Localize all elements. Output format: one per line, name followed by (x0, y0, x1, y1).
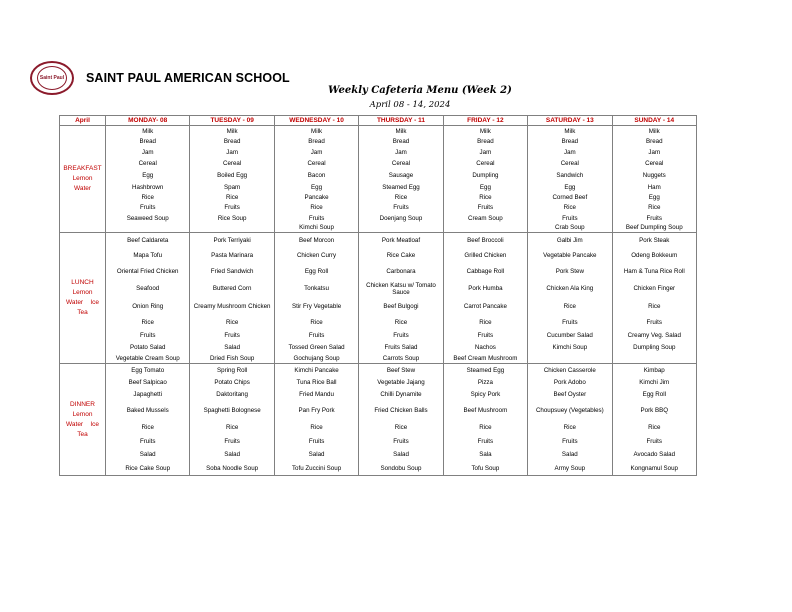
menu-item: Salad (224, 450, 241, 458)
menu-item: Fruits (477, 437, 494, 445)
menu-item: Milk (311, 127, 323, 135)
menu-item: Creamy Mushroom Chicken (193, 303, 271, 310)
menu-item: Rice (563, 204, 577, 211)
menu-item: Soba Noodle Soup (206, 464, 259, 472)
menu-item: Bread (139, 138, 156, 145)
menu-item: Bread (561, 138, 579, 145)
menu-item: Fruits (393, 204, 409, 211)
menu-item: Fried Sandwich (210, 267, 254, 275)
menu-item: Cereal (560, 160, 579, 167)
menu-item: Pork Steak (639, 237, 670, 244)
menu-item: Fruits (393, 332, 409, 339)
menu-item: Beef Salpicao (128, 378, 167, 386)
menu-item (190, 223, 273, 232)
menu-item: Beef Dumpling Soup (625, 224, 683, 231)
menu-header-row (60, 116, 697, 126)
menu-item: Jam (141, 149, 154, 156)
day-menu-cell (612, 233, 696, 364)
menu-item: Vegetable Pancake (543, 252, 597, 259)
day-menu-cell (190, 233, 274, 364)
menu-item: Mapa Tofu (133, 252, 163, 259)
menu-item: Rice (310, 319, 323, 326)
menu-item: Fruits (308, 214, 325, 222)
menu-item: Fruits Salad (384, 344, 418, 351)
meal-label-line: Lemon (72, 289, 93, 296)
menu-item: Beef Bulgogi (383, 303, 419, 310)
menu-item: Rice (141, 319, 154, 326)
day-menu-cell (528, 126, 612, 233)
menu-item: Rice Soup (217, 214, 247, 222)
breakfast-row (60, 126, 697, 233)
menu-item: Milk (226, 127, 238, 135)
menu-item: Fruits (646, 319, 662, 326)
menu-item: Kimchi Pancake (294, 366, 339, 374)
menu-item: Fruits (646, 437, 662, 445)
menu-item: Fruits (139, 204, 156, 211)
menu-item: Fruits (477, 204, 494, 211)
day-menu-cell (612, 364, 696, 476)
menu-item: Jam (226, 149, 238, 156)
day-menu-cell (359, 364, 443, 476)
school-logo-icon (30, 61, 74, 95)
menu-item: Salad (561, 450, 578, 458)
menu-item: Hashbrown (132, 183, 164, 191)
menu-item: Spring Roll (217, 366, 248, 374)
menu-item: Kimchi Jim (639, 378, 670, 386)
menu-item: Pizza (477, 378, 493, 386)
menu-item: Fruits (308, 437, 325, 445)
day-menu-cell (528, 364, 612, 476)
menu-item: Pan Fry Pork (298, 407, 335, 414)
menu-item: Rice (394, 424, 408, 431)
menu-item: Egg (564, 183, 576, 191)
menu-item: Tofu Zuccini Soup (291, 464, 342, 472)
menu-item: Oriental Fried Chicken (116, 267, 179, 275)
menu-item: Cream Soup (468, 214, 503, 222)
menu-item: Spaghetti Bolognese (203, 407, 261, 414)
menu-item: Fruits (562, 319, 578, 326)
lunch-label (60, 233, 106, 364)
menu-item: Bread (223, 138, 241, 145)
menu-item: Fruits (646, 214, 662, 222)
meal-label-line: BREAKFAST (63, 165, 102, 172)
menu-item: Steamed Egg (382, 183, 420, 191)
menu-item: Salad (224, 344, 241, 351)
menu-item: Cereal (391, 160, 411, 167)
menu-item: Fruits (224, 204, 240, 211)
menu-item: Fruits (562, 437, 578, 445)
menu-item: Vegetable Cream Soup (115, 355, 180, 362)
menu-title: Weekly Cafeteria Menu (Week 2) (328, 85, 512, 96)
menu-item: Avocado Salad (633, 450, 676, 458)
menu-item: Sausage (388, 172, 414, 179)
menu-item (359, 223, 442, 232)
month-header: April (60, 116, 106, 126)
menu-item: Chilli Dynamite (380, 391, 422, 398)
menu-item: Kongnamul Soup (630, 464, 678, 472)
menu-item: Kimchi Soup (552, 344, 588, 351)
menu-item: Chicken Finger (633, 285, 676, 292)
school-logo-text: Saint Paul (37, 66, 67, 90)
menu-item: Japaghetti (133, 391, 162, 398)
menu-item: Jam (395, 149, 407, 156)
meal-label-line: Tea (77, 430, 88, 438)
menu-item: Gochujang Soup (293, 355, 340, 362)
menu-item: Milk (479, 127, 491, 135)
menu-item: Pork Stew (555, 267, 584, 275)
meal-label-line: LUNCH (71, 279, 94, 286)
menu-item: Rice (141, 424, 154, 431)
menu-item: Fruits (477, 332, 494, 339)
menu-item: Milk (395, 127, 407, 135)
menu-item: Fried Mandu (299, 391, 334, 398)
menu-item: Bread (308, 138, 325, 145)
menu-item: Choupsuey (Vegetables) (535, 407, 604, 414)
menu-item: Kimchi Soup (299, 224, 334, 231)
day-menu-cell (106, 233, 190, 364)
menu-item: Jam (479, 149, 492, 156)
menu-item: Rice (563, 424, 577, 431)
menu-item: Kimbap (643, 366, 665, 374)
menu-item: Rice (394, 319, 408, 326)
cafeteria-menu-table (59, 115, 697, 476)
day-menu-cell (528, 233, 612, 364)
menu-item: Carbonara (386, 267, 416, 275)
menu-item: Baked Mussels (126, 407, 169, 414)
menu-item: Dumpling Soup (633, 344, 676, 351)
menu-item: Beef Mushroom (463, 407, 508, 414)
day-menu-cell (190, 364, 274, 476)
menu-item: Carrots Soup (382, 355, 420, 362)
menu-item: Fruits (139, 437, 156, 445)
menu-item: Rice (648, 303, 661, 310)
day-header: WEDNESDAY - 10 (274, 116, 358, 126)
menu-item: Rice (310, 204, 323, 211)
menu-item: Fried Chicken Balls (374, 407, 428, 414)
day-menu-cell (190, 126, 274, 233)
menu-item: Fruits (308, 332, 325, 339)
breakfast-label (60, 126, 106, 233)
meal-label-line: Water Ice (66, 420, 99, 428)
menu-item: Seafood (136, 285, 160, 292)
day-header: SATURDAY - 13 (528, 116, 612, 126)
menu-item: Beef Oyster (553, 391, 587, 398)
menu-item: Daktoritang (216, 391, 248, 398)
day-menu-cell (106, 126, 190, 233)
menu-item: Egg Roll (642, 391, 666, 398)
menu-item: Seaweed Soup (126, 214, 169, 222)
menu-item: Tuna Rice Ball (296, 378, 337, 386)
menu-item: Egg (142, 172, 154, 179)
menu-item: Ham & Tuna Rice Roll (623, 267, 685, 275)
menu-item: Beef Cream Mushroom (453, 355, 518, 362)
menu-item: Jam (310, 149, 323, 156)
menu-item: Milk (564, 127, 576, 135)
menu-item: Rice (648, 424, 661, 431)
menu-item: Chicken Ala King (546, 285, 594, 292)
menu-item: Rice (225, 319, 239, 326)
menu-item: Rice (141, 193, 154, 201)
menu-item: Dumpling (472, 172, 499, 179)
day-header: FRIDAY - 12 (443, 116, 527, 126)
menu-item: Fruits (224, 437, 240, 445)
menu-item: Cabbage Roll (466, 267, 505, 275)
menu-item (106, 223, 189, 232)
menu-item: Pork BBQ (640, 407, 669, 414)
meal-label-line: Lemon (72, 175, 93, 182)
menu-item: Rice Cake (386, 252, 416, 259)
menu-item: Spam (224, 183, 241, 191)
menu-item: Beef Stew (386, 366, 416, 374)
menu-item: Rice (479, 319, 492, 326)
menu-item: Egg (311, 183, 323, 191)
menu-item: Bacon (307, 172, 326, 179)
day-header: TUESDAY - 09 (190, 116, 274, 126)
menu-item: Rice (225, 193, 239, 201)
day-header: SUNDAY - 14 (612, 116, 696, 126)
menu-item: Cucumber Salad (546, 332, 593, 339)
meal-label-line: Water Ice (66, 299, 99, 306)
menu-item: Egg Roll (304, 267, 329, 275)
day-menu-cell (274, 364, 358, 476)
school-name: SAINT PAUL AMERICAN SCHOOL (86, 71, 290, 85)
day-menu-cell (443, 364, 527, 476)
menu-item: Cereal (223, 160, 242, 167)
day-menu-cell (443, 126, 527, 233)
menu-item: Bread (646, 138, 663, 145)
meal-label-line: Tea (77, 309, 88, 316)
day-menu-cell (106, 364, 190, 476)
menu-item: Nuggets (642, 172, 666, 179)
menu-item: Egg Tomato (131, 366, 165, 374)
menu-item: Bread (392, 138, 410, 145)
menu-item: Rice (310, 424, 323, 431)
menu-item: Doenjang Soup (379, 214, 423, 222)
menu-item (613, 354, 696, 363)
menu-item: Rice (225, 424, 239, 431)
menu-item: Beef Morcon (299, 237, 335, 244)
menu-item: Rice (479, 193, 492, 201)
menu-item: Cereal (307, 160, 326, 167)
menu-item: Jam (563, 149, 576, 156)
meal-label-line: Water (73, 185, 92, 192)
menu-item: Pork Meatloaf (381, 237, 421, 244)
menu-item: Onion Ring (132, 303, 164, 310)
menu-item: Bread (477, 138, 494, 145)
menu-item: Rice (479, 424, 492, 431)
day-menu-cell (274, 233, 358, 364)
menu-item: Fruits (562, 214, 578, 222)
menu-item: Cereal (645, 160, 664, 167)
day-header: MONDAY- 08 (106, 116, 190, 126)
menu-item: Sandwich (556, 172, 584, 179)
menu-item: Nachos (474, 344, 496, 351)
menu-item: Pork Terriyaki (213, 237, 251, 244)
menu-item: Spicy Pork (470, 391, 501, 398)
menu-item (444, 223, 527, 232)
menu-item: Steamed Egg (466, 366, 505, 374)
dinner-label (60, 364, 106, 476)
menu-item: Carrot Pancake (463, 303, 507, 310)
menu-item: Fruits (393, 437, 409, 445)
menu-item: Tonkatsu (304, 285, 329, 292)
menu-item: Milk (142, 127, 154, 135)
lunch-row (60, 233, 697, 364)
menu-item: Stir Fry Vegetable (291, 303, 342, 310)
school-header (30, 60, 290, 96)
menu-item: Chicken Casserole (543, 366, 596, 374)
day-menu-cell (612, 126, 696, 233)
menu-item: Sondobu Soup (380, 464, 422, 472)
menu-item: Chicken Curry (296, 252, 337, 259)
menu-item: Tossed Green Salad (288, 344, 345, 351)
menu-item: Chicken Katsu w/ Tomato Sauce (366, 281, 436, 296)
menu-item: Cereal (138, 160, 157, 167)
menu-item: Egg (648, 193, 660, 201)
menu-item: Pancake (304, 193, 329, 201)
menu-item: Rice (394, 193, 408, 201)
menu-item: Tofu Soup (471, 464, 500, 472)
menu-item: Beef Broccoli (467, 237, 504, 244)
day-menu-cell (274, 126, 358, 233)
menu-item: Vegetable Jajang (377, 378, 425, 386)
menu-item: Potato Chips (214, 378, 250, 386)
menu-item: Beef Caldareta (127, 237, 169, 244)
menu-item: Pasta Marinara (211, 252, 254, 259)
menu-item: Army Soup (554, 464, 586, 472)
menu-item: Galbi Jim (556, 237, 583, 244)
menu-item: Milk (648, 127, 660, 135)
menu-item: Ham (647, 183, 661, 191)
menu-item: Boiled Egg (217, 172, 248, 179)
dinner-row (60, 364, 697, 476)
menu-item: Sala (479, 450, 492, 458)
menu-item: Rice (648, 204, 661, 211)
day-menu-cell (443, 233, 527, 364)
menu-item: Crab Soup (555, 224, 585, 231)
meal-label-line: DINNER (70, 400, 95, 408)
menu-item: Fruits (224, 332, 240, 339)
menu-item: Cereal (476, 160, 495, 167)
day-menu-cell (359, 126, 443, 233)
menu-item: Potato Salad (129, 344, 166, 351)
menu-item: Fruits (139, 332, 156, 339)
menu-item: Dried Fish Soup (209, 355, 255, 362)
day-menu-cell (359, 233, 443, 364)
menu-item: Buttered Corn (212, 285, 252, 292)
menu-item: Creamy Veg. Salad (627, 332, 681, 339)
menu-item: Pork Adobo (553, 378, 586, 386)
menu-item: Salad (393, 450, 409, 458)
menu-item: Rice (563, 303, 577, 310)
menu-item: Egg (479, 183, 491, 191)
meal-label-line: Lemon (72, 410, 93, 418)
menu-item: Salad (139, 450, 156, 458)
menu-item: Rice Cake Soup (125, 464, 171, 472)
menu-item: Corned Beef (552, 193, 588, 201)
menu-item: Odeng Bokkeum (631, 252, 678, 259)
menu-dates: April 08 - 14, 2024 (369, 100, 451, 110)
menu-item: Pork Humba (468, 285, 503, 292)
menu-item: Grilled Chicken (464, 252, 507, 259)
day-header: THURSDAY - 11 (359, 116, 443, 126)
menu-item: Jam (648, 149, 661, 156)
menu-item (528, 354, 611, 363)
menu-item: Salad (308, 450, 325, 458)
